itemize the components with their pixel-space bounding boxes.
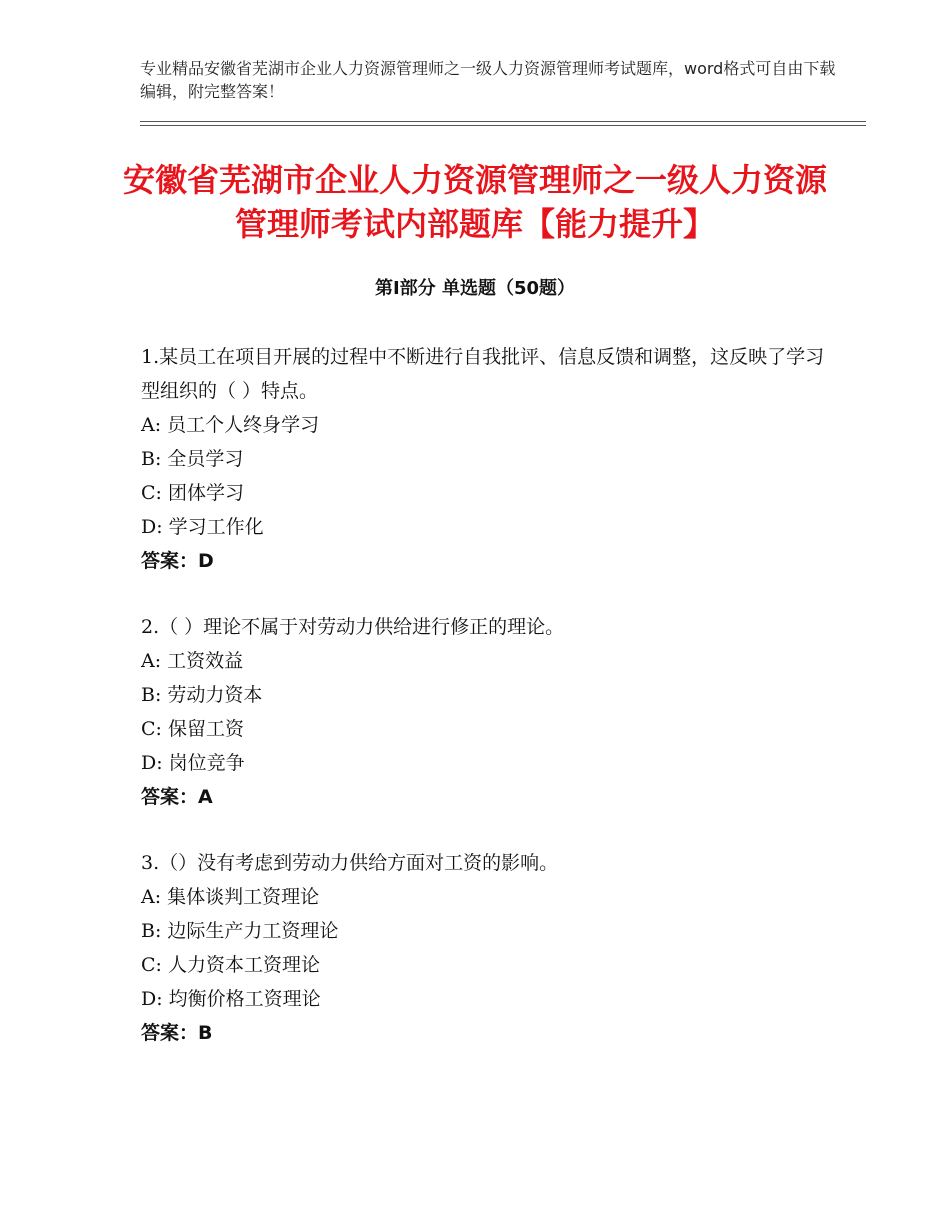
option-key: B:: [141, 684, 162, 706]
option-d: [141, 746, 841, 780]
option-text: 人力资本工资理论: [167, 954, 320, 976]
option-key: C:: [141, 718, 162, 740]
question-3: [141, 846, 841, 1050]
option-text: 工资效益: [167, 650, 244, 672]
option-a: [141, 644, 841, 678]
option-key: D:: [141, 516, 163, 538]
option-c: [141, 948, 841, 982]
option-text: 学习工作化: [168, 516, 264, 538]
option-key: A:: [141, 886, 162, 908]
option-text: 集体谈判工资理论: [167, 886, 320, 908]
option-c: [141, 476, 841, 510]
question-2: [141, 610, 841, 814]
option-key: D:: [141, 988, 163, 1010]
option-key: A:: [141, 650, 162, 672]
header-note: 专业精品安徽省芜湖市企业人力资源管理师之一级人力资源管理师考试题库，word格式可自由下载编辑，附完整答案！: [140, 59, 836, 101]
answer: 答案：A: [141, 786, 213, 808]
answer: 答案：D: [141, 550, 214, 572]
question-list: [141, 340, 841, 1082]
header-rule-top: [140, 121, 866, 122]
option-text: 员工个人终身学习: [167, 414, 320, 436]
option-b: [141, 914, 841, 948]
option-text: 边际生产力工资理论: [167, 920, 339, 942]
option-a: [141, 408, 841, 442]
option-d: [141, 982, 841, 1016]
option-d: [141, 510, 841, 544]
option-a: [141, 880, 841, 914]
section-title: 第Ⅰ部分 单选题（50题）: [374, 278, 575, 299]
option-b: [141, 442, 841, 476]
question-1: [141, 340, 841, 578]
document-title: 安徽省芜湖市企业人力资源管理师之一级人力资源管理师考试内部题库【能力提升】: [122, 161, 827, 243]
option-key: B:: [141, 920, 162, 942]
option-key: A:: [141, 414, 162, 436]
option-key: C:: [141, 954, 162, 976]
option-b: [141, 678, 841, 712]
option-text: 岗位竞争: [168, 752, 245, 774]
option-text: 均衡价格工资理论: [168, 988, 321, 1010]
option-text: 劳动力资本: [167, 684, 263, 706]
question-stem: 1.某员工在项目开展的过程中不断进行自我批评、信息反馈和调整，这反映了学习型组织的（ ）特点。: [141, 346, 825, 402]
option-c: [141, 712, 841, 746]
option-key: B:: [141, 448, 162, 470]
option-text: 保留工资: [167, 718, 244, 740]
option-key: D:: [141, 752, 163, 774]
question-stem: 3.（）没有考虑到劳动力供给方面对工资的影响。: [141, 852, 559, 874]
option-key: C:: [141, 482, 162, 504]
option-text: 全员学习: [167, 448, 244, 470]
question-stem: 2.（ ）理论不属于对劳动力供给进行修正的理论。: [141, 616, 565, 638]
answer: 答案：B: [141, 1022, 213, 1044]
header-rule-bottom: [140, 125, 866, 126]
option-text: 团体学习: [167, 482, 244, 504]
